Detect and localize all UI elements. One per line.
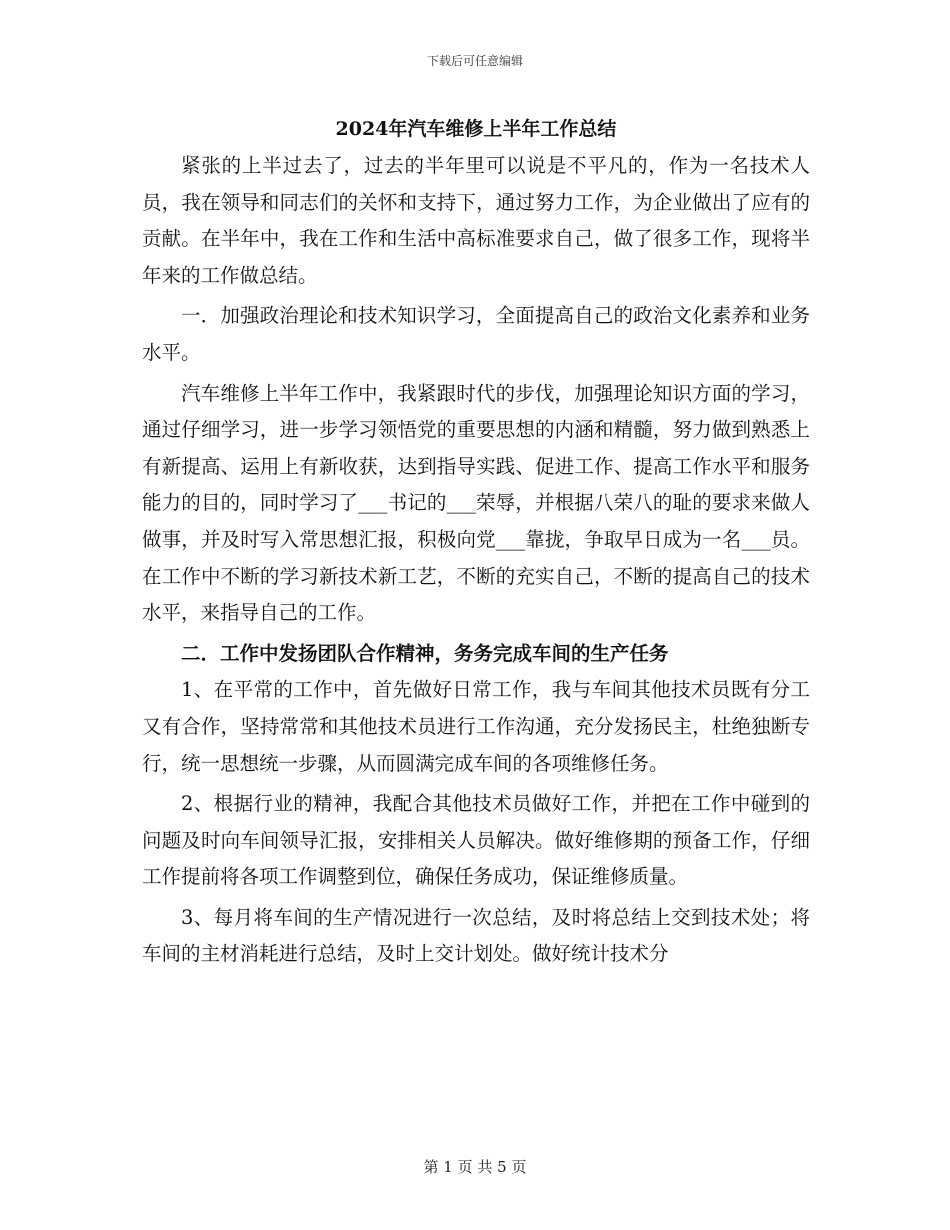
paragraph-section-1: 汽车维修上半年工作中，我紧跟时代的步伐，加强理论知识方面的学习，通过仔细学习，进一步学习领悟党的重要思想的内涵和精髓，努力做到熟悉上有新提高、运用上有新收获，达到指导实践、促进工作、提高工作水平和服务能力的目的，同时学习了___书记的___荣辱，并根据八荣八的耻的要求来做人做事，并及时写入常思想汇报，积极向党___靠拢，争取早日成为一名___员。在工作中不断的学习新技术新工艺，不断的充实自己，不断的提高自己的技术水平，来指导自己的工作。 [142,381,810,625]
heading-section-2: 二．工作中发扬团队合作精神，务务完成车间的生产任务 [181,641,669,665]
paragraph-item-3: 3、每月将车间的生产情况进行一次总结，及时将总结上交到技术处；将车间的主材消耗进行总结，及时上交计划处。做好统计技术分 [142,905,810,966]
page-number: 第 1 页 共 5 页 [423,1158,527,1176]
paragraph-item-1: 1、在平常的工作中，首先做好日常工作，我与车间其他技术员既有分工又有合作，坚持常常和其他技术员进行工作沟通，充分发扬民主，杜绝独断专行，统一思想统一步骤，从而圆满完成车间的各项维修任务。 [142,678,810,775]
header-note: 下载后可任意编辑 [426,54,523,68]
document-title: 2024年汽车维修上半年工作总结 [335,118,617,140]
paragraph-intro: 紧张的上半过去了，过去的半年里可以说是不平凡的，作为一名技术人员，我在领导和同志们的关怀和支持下，通过努力工作，为企业做出了应有的贡献。在半年中，我在工作和生活中高标准要求自己，做了很多工作，现将半年来的工作做总结。 [142,154,810,287]
paragraph-item-2: 2、根据行业的精神，我配合其他技术员做好工作，并把在工作中碰到的问题及时向车间领导汇报，安排相关人员解决。做好维修期的预备工作，仔细工作提前将各项工作调整到位，确保任务成功，保证维修质量。 [142,792,810,889]
document-body [142,110,810,973]
heading-section-1: 一．加强政治理论和技术知识学习，全面提高自己的政治文化素养和业务水平。 [142,304,810,364]
